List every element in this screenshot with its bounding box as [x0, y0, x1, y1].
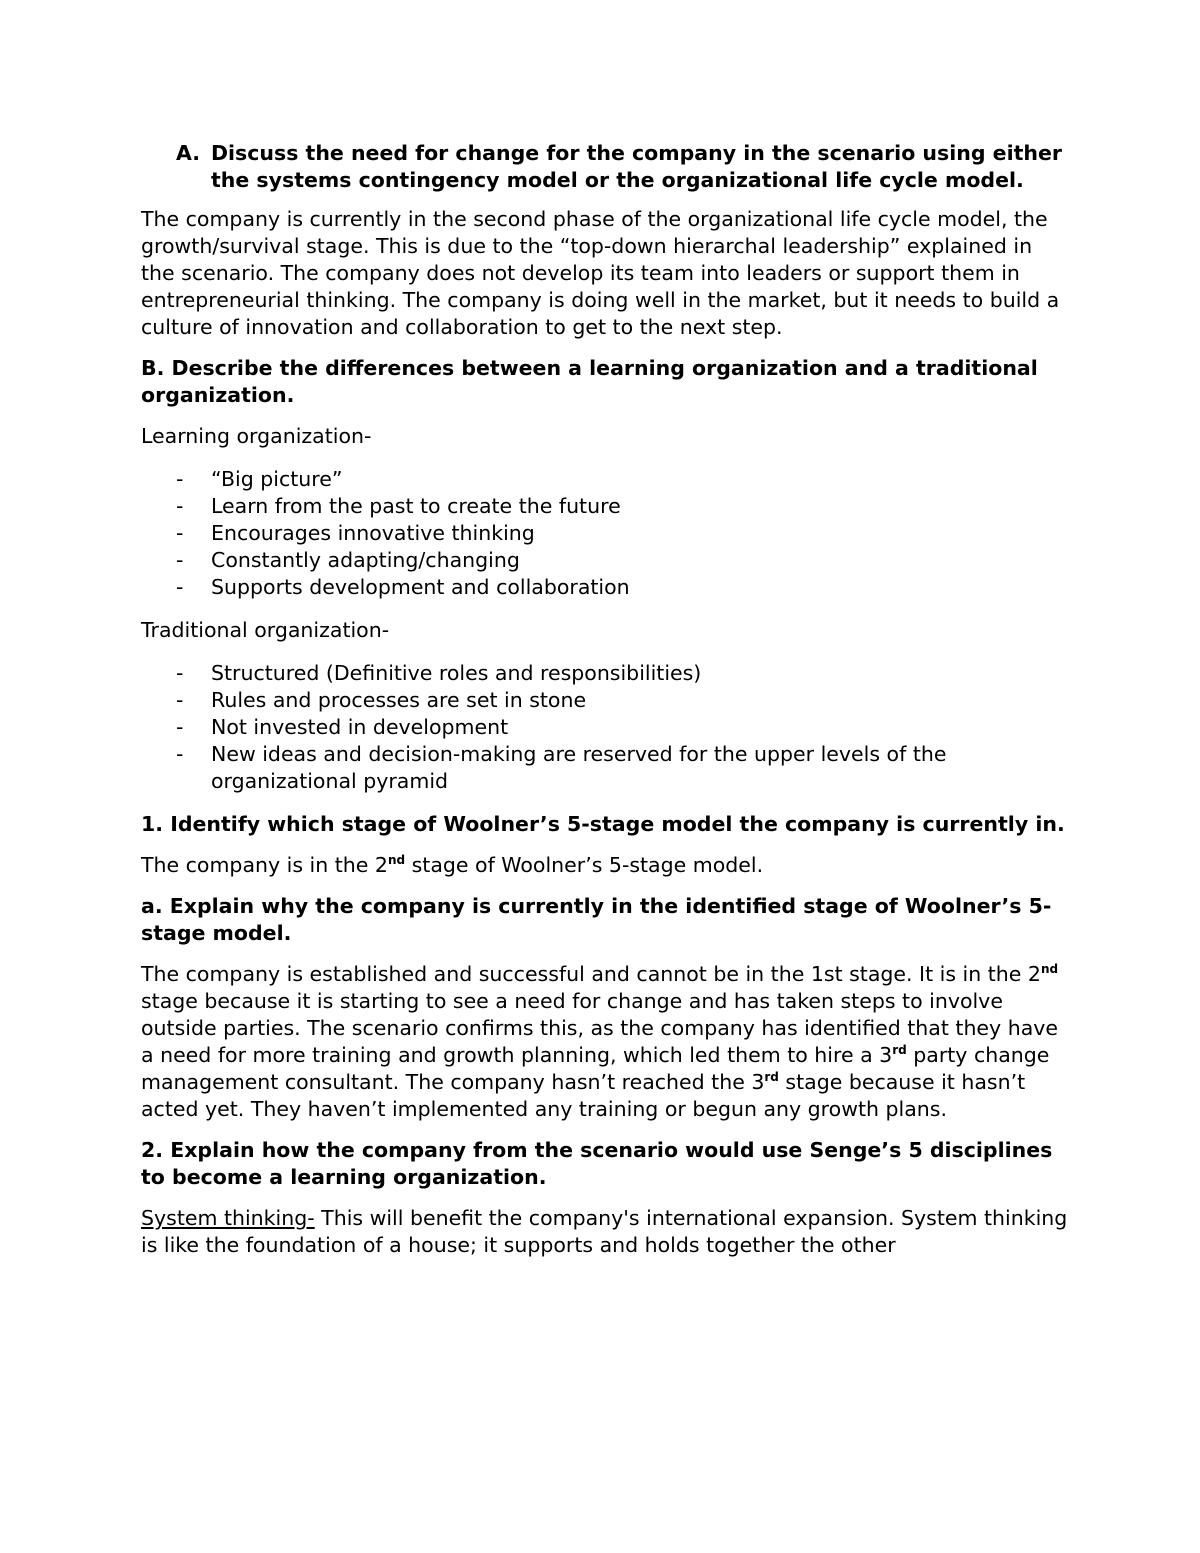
dash-marker: - — [176, 494, 184, 518]
section-2-answer — [141, 1205, 1071, 1259]
ordinal-superscript: nd — [1040, 962, 1059, 977]
section-1a-answer-part: party change management consultant. The company hasn’t reached the 3 — [141, 1043, 1050, 1094]
dash-marker: - — [176, 688, 184, 712]
section-2-heading: 2. Explain how the company from the scenario would use Senge’s 5 disciplines to become a learning organization. — [141, 1138, 1053, 1189]
ordinal-superscript: rd — [892, 1043, 907, 1058]
section-1a-answer-part: stage because it is starting to see a need for change and has taken steps to involve outside parties. The scenario confirms this, as the company has identified that they have a need for more training and growth planning, which led them to hire a 3 — [141, 989, 1058, 1067]
list-item-text: Supports development and collaboration — [211, 575, 630, 599]
section-a-heading — [141, 140, 1071, 194]
ordinal-superscript: nd — [387, 853, 406, 868]
section-b-heading: B. Describe the differences between a learning organization and a traditional organization. — [141, 356, 1038, 407]
list-item — [141, 466, 1071, 493]
section-1-answer — [141, 852, 1071, 879]
section-2-answer-text: This will benefit the company's international expansion. System thinking is like the foundation of a house; it supports and holds together the other — [141, 1206, 1068, 1257]
document-page — [141, 140, 1071, 1273]
list-item — [141, 741, 1071, 795]
dash-marker: - — [176, 661, 184, 685]
list-item — [141, 714, 1071, 741]
list-item-text: Encourages innovative thinking — [211, 521, 535, 545]
traditional-organization-list — [141, 660, 1071, 795]
section-1a-answer-part: The company is established and successful and cannot be in the 1st stage. It is in the 2 — [141, 962, 1041, 986]
section-a-answer: The company is currently in the second phase of the organizational life cycle model, the growth/survival stage. This is due to the “top-down hierarchal leadership” explained in the scenario. The company does not develop its team into leaders or support them in entrepreneurial thinking. The company is doing well in the market, but it needs to build a culture of innovation and collaboration to get to the next step. — [141, 207, 1060, 339]
list-item-text: Not invested in development — [211, 715, 509, 739]
dash-marker: - — [176, 575, 184, 599]
learning-organization-list — [141, 466, 1071, 601]
dash-marker: - — [176, 742, 184, 766]
list-item — [141, 493, 1071, 520]
list-item-text: Structured (Definitive roles and responsibilities) — [211, 661, 702, 685]
list-item — [141, 660, 1071, 687]
section-1a-answer-part: stage because it hasn’t acted yet. They haven’t implemented any training or begun any growth plans. — [141, 1070, 1026, 1121]
section-1-answer-part: The company is in the 2 — [141, 853, 388, 877]
ordinal-superscript: rd — [764, 1070, 779, 1085]
dash-marker: - — [176, 467, 184, 491]
section-1a-heading: a. Explain why the company is currently in the identified stage of Woolner’s 5-stage model. — [141, 894, 1052, 945]
list-item — [141, 547, 1071, 574]
section-1a-answer — [141, 961, 1071, 1123]
list-item-text: Learn from the past to create the future — [211, 494, 621, 518]
dash-marker: - — [176, 521, 184, 545]
section-1-answer-part: stage of Woolner’s 5-stage model. — [405, 853, 764, 877]
system-thinking-term: System thinking- — [141, 1206, 315, 1230]
list-item — [141, 520, 1071, 547]
list-item-text: Rules and processes are set in stone — [211, 688, 587, 712]
traditional-organization-label: Traditional organization- — [141, 618, 390, 642]
list-item — [141, 687, 1071, 714]
list-item-text: New ideas and decision-making are reserved for the upper levels of the organizational pyramid — [211, 742, 947, 793]
list-item — [141, 574, 1071, 601]
section-1-heading: 1. Identify which stage of Woolner’s 5-stage model the company is currently in. — [141, 812, 1065, 836]
section-a-heading-text: Discuss the need for change for the company in the scenario using either the systems contingency model or the organizational life cycle model. — [211, 141, 1063, 192]
section-a-marker: A. — [176, 141, 201, 165]
list-item-text: Constantly adapting/changing — [211, 548, 520, 572]
list-item-text: “Big picture” — [211, 467, 343, 491]
learning-organization-label: Learning organization- — [141, 424, 372, 448]
dash-marker: - — [176, 548, 184, 572]
dash-marker: - — [176, 715, 184, 739]
